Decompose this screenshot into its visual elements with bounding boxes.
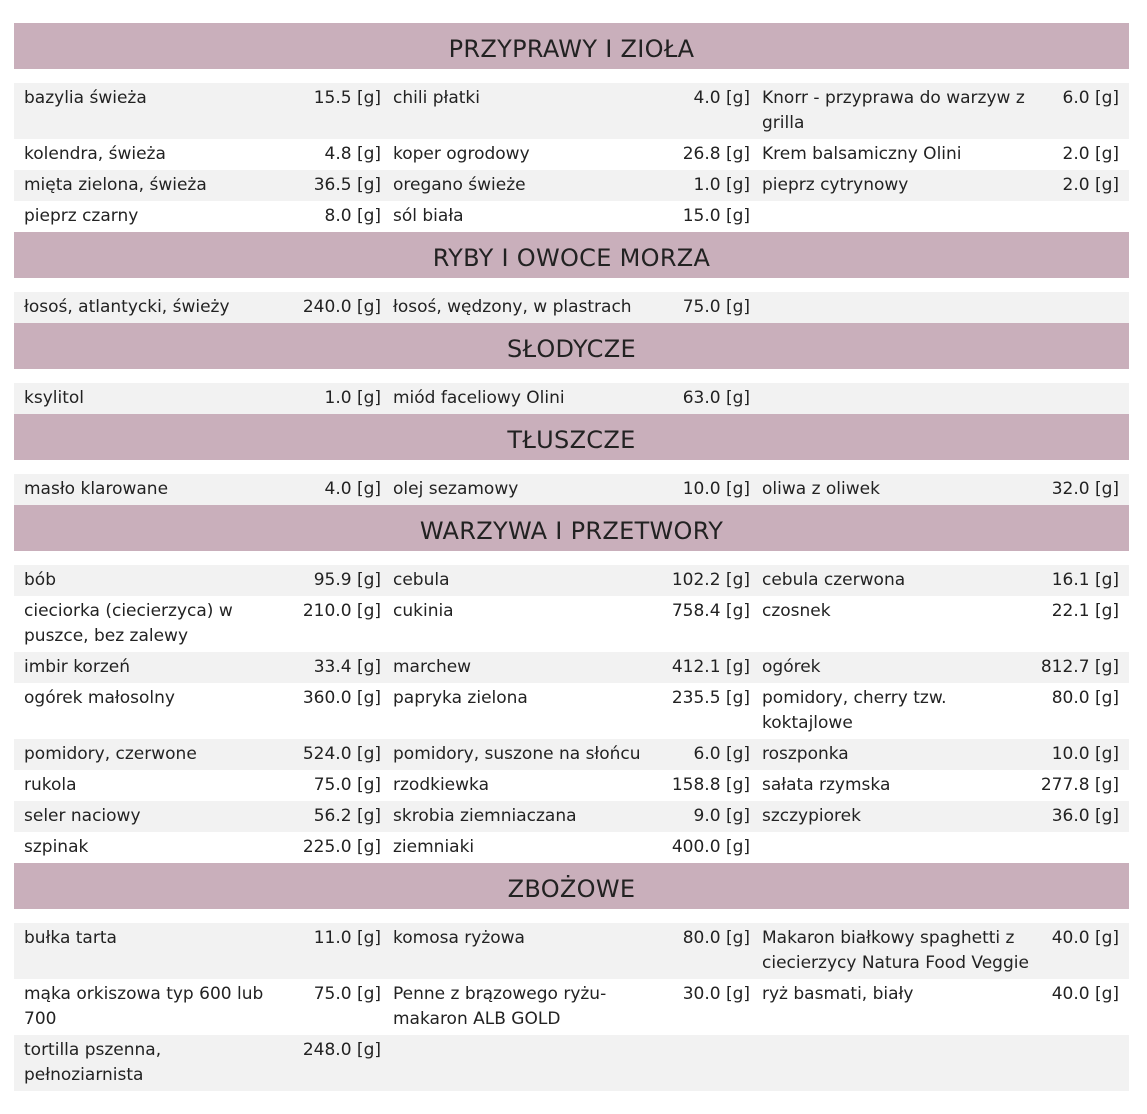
- category-title: SŁODYCZE: [507, 335, 636, 363]
- item-cell: [24, 568, 381, 593]
- item-cell: [393, 599, 750, 649]
- item-row: [14, 683, 1129, 739]
- item-row: [14, 1035, 1129, 1091]
- item-cell: [762, 386, 1119, 411]
- item-name: marchew: [393, 657, 472, 677]
- item-quantity: 30.0 [g]: [682, 984, 750, 1004]
- category-section: [14, 323, 1129, 414]
- item-cell: [24, 477, 381, 502]
- item-name: skrobia ziemniaczana: [393, 806, 577, 826]
- item-cell: [393, 1038, 750, 1088]
- item-row: [14, 770, 1129, 801]
- item-quantity: 4.0 [g]: [693, 88, 750, 108]
- item-name: szczypiorek: [762, 806, 861, 826]
- item-quantity: 75.0 [g]: [313, 984, 381, 1004]
- item-name: oliwa z oliwek: [762, 479, 880, 499]
- item-quantity: 6.0 [g]: [693, 744, 750, 764]
- item-cell: [393, 686, 750, 736]
- item-quantity: 412.1 [g]: [671, 657, 750, 677]
- item-name: imbir korzeń: [24, 657, 130, 677]
- item-name: papryka zielona: [393, 688, 528, 708]
- category-title: RYBY I OWOCE MORZA: [432, 244, 711, 272]
- item-quantity: 16.1 [g]: [1051, 570, 1119, 590]
- item-quantity: 80.0 [g]: [1051, 688, 1119, 708]
- item-row: [14, 739, 1129, 770]
- item-cell: [24, 655, 381, 680]
- category-header: [14, 863, 1129, 909]
- item-name: czosnek: [762, 601, 831, 621]
- item-name: pieprz czarny: [24, 206, 139, 226]
- item-quantity: 240.0 [g]: [302, 297, 381, 317]
- item-cell: [762, 173, 1119, 198]
- item-name: miód faceliowy Olini: [393, 388, 565, 408]
- item-name: ogórek: [762, 657, 821, 677]
- item-row: [14, 474, 1129, 505]
- item-name: łosoś, atlantycki, świeży: [24, 297, 230, 317]
- item-cell: [762, 295, 1119, 320]
- item-quantity: 11.0 [g]: [313, 928, 381, 948]
- item-cell: [393, 386, 750, 411]
- category-title: WARZYWA I PRZETWORY: [419, 517, 724, 545]
- category-header: [14, 232, 1129, 278]
- item-name: pomidory, cherry tzw. koktajlowe: [762, 688, 947, 733]
- item-quantity: 9.0 [g]: [693, 806, 750, 826]
- shopping-list: [14, 23, 1129, 1091]
- item-cell: [24, 173, 381, 198]
- item-quantity: 1.0 [g]: [324, 388, 381, 408]
- item-name: seler naciowy: [24, 806, 141, 826]
- item-cell: [762, 773, 1119, 798]
- item-name: chili płatki: [393, 88, 480, 108]
- item-row: [14, 292, 1129, 323]
- item-quantity: 4.8 [g]: [324, 144, 381, 164]
- item-row: [14, 923, 1129, 979]
- item-cell: [393, 926, 750, 976]
- item-name: oregano świeże: [393, 175, 526, 195]
- category-title: PRZYPRAWY I ZIOŁA: [448, 35, 695, 63]
- item-cell: [762, 742, 1119, 767]
- item-name: pieprz cytrynowy: [762, 175, 909, 195]
- item-cell: [24, 686, 381, 736]
- item-quantity: 80.0 [g]: [682, 928, 750, 948]
- item-quantity: 2.0 [g]: [1062, 144, 1119, 164]
- item-name: kolendra, świeża: [24, 144, 166, 164]
- item-cell: [393, 742, 750, 767]
- item-cell: [393, 568, 750, 593]
- category-header: [14, 414, 1129, 460]
- item-quantity: 10.0 [g]: [1051, 744, 1119, 764]
- item-quantity: 36.0 [g]: [1051, 806, 1119, 826]
- item-quantity: 95.9 [g]: [313, 570, 381, 590]
- item-row: [14, 383, 1129, 414]
- item-cell: [762, 804, 1119, 829]
- item-cell: [762, 477, 1119, 502]
- item-cell: [762, 686, 1119, 736]
- item-name: ziemniaki: [393, 837, 475, 857]
- item-quantity: 40.0 [g]: [1051, 984, 1119, 1004]
- item-cell: [24, 1038, 381, 1088]
- category-section: [14, 414, 1129, 505]
- item-quantity: 40.0 [g]: [1051, 928, 1119, 948]
- item-quantity: 8.0 [g]: [324, 206, 381, 226]
- category-section: [14, 23, 1129, 232]
- item-name: komosa ryżowa: [393, 928, 525, 948]
- item-cell: [762, 204, 1119, 229]
- item-name: bób: [24, 570, 56, 590]
- item-cell: [762, 568, 1119, 593]
- category-section: [14, 863, 1129, 1091]
- item-cell: [762, 1038, 1119, 1088]
- item-quantity: 235.5 [g]: [671, 688, 750, 708]
- item-name: koper ogrodowy: [393, 144, 530, 164]
- item-quantity: 33.4 [g]: [313, 657, 381, 677]
- item-name: Makaron białkowy spaghetti z ciecierzycy Natura Food Veggie: [762, 928, 1029, 973]
- item-name: sałata rzymska: [762, 775, 891, 795]
- item-cell: [393, 982, 750, 1032]
- item-name: Knorr - przyprawa do warzyw z grilla: [762, 88, 1025, 133]
- item-name: bułka tarta: [24, 928, 117, 948]
- item-cell: [24, 742, 381, 767]
- item-quantity: 15.0 [g]: [682, 206, 750, 226]
- item-name: łosoś, wędzony, w plastrach: [393, 297, 632, 317]
- item-cell: [393, 295, 750, 320]
- item-quantity: 36.5 [g]: [313, 175, 381, 195]
- item-cell: [762, 142, 1119, 167]
- item-cell: [762, 835, 1119, 860]
- item-name: ogórek małosolny: [24, 688, 175, 708]
- item-cell: [393, 477, 750, 502]
- item-cell: [393, 86, 750, 136]
- item-cell: [393, 773, 750, 798]
- item-cell: [762, 655, 1119, 680]
- item-quantity: 75.0 [g]: [313, 775, 381, 795]
- item-name: pomidory, czerwone: [24, 744, 197, 764]
- item-quantity: 360.0 [g]: [302, 688, 381, 708]
- item-name: rukola: [24, 775, 77, 795]
- item-quantity: 56.2 [g]: [313, 806, 381, 826]
- item-cell: [24, 835, 381, 860]
- category-header: [14, 323, 1129, 369]
- item-row: [14, 201, 1129, 232]
- item-row: [14, 801, 1129, 832]
- item-name: ksylitol: [24, 388, 84, 408]
- item-cell: [393, 655, 750, 680]
- category-section: [14, 505, 1129, 863]
- item-quantity: 22.1 [g]: [1051, 601, 1119, 621]
- item-cell: [24, 386, 381, 411]
- item-name: ryż basmati, biały: [762, 984, 914, 1004]
- item-name: pomidory, suszone na słońcu: [393, 744, 641, 764]
- item-quantity: 1.0 [g]: [693, 175, 750, 195]
- item-name: cieciorka (ciecierzyca) w puszce, bez zalewy: [24, 601, 233, 646]
- item-quantity: 32.0 [g]: [1051, 479, 1119, 499]
- item-name: Krem balsamiczny Olini: [762, 144, 962, 164]
- item-cell: [24, 982, 381, 1032]
- item-row: [14, 83, 1129, 139]
- item-name: cukinia: [393, 601, 454, 621]
- item-cell: [24, 599, 381, 649]
- item-name: Penne z brązowego ryżu- makaron ALB GOLD: [393, 984, 607, 1029]
- item-quantity: 6.0 [g]: [1062, 88, 1119, 108]
- item-cell: [762, 926, 1119, 976]
- item-quantity: 277.8 [g]: [1040, 775, 1119, 795]
- item-cell: [762, 86, 1119, 136]
- item-quantity: 63.0 [g]: [682, 388, 750, 408]
- item-row: [14, 596, 1129, 652]
- item-name: szpinak: [24, 837, 89, 857]
- item-cell: [24, 204, 381, 229]
- item-cell: [24, 926, 381, 976]
- item-quantity: 26.8 [g]: [682, 144, 750, 164]
- item-cell: [393, 173, 750, 198]
- item-row: [14, 979, 1129, 1035]
- item-quantity: 75.0 [g]: [682, 297, 750, 317]
- item-cell: [393, 835, 750, 860]
- item-quantity: 210.0 [g]: [302, 601, 381, 621]
- item-cell: [762, 982, 1119, 1032]
- item-quantity: 248.0 [g]: [302, 1040, 381, 1060]
- item-quantity: 10.0 [g]: [682, 479, 750, 499]
- category-header: [14, 23, 1129, 69]
- item-name: mięta zielona, świeża: [24, 175, 207, 195]
- item-row: [14, 565, 1129, 596]
- item-quantity: 158.8 [g]: [671, 775, 750, 795]
- item-cell: [393, 142, 750, 167]
- item-cell: [762, 599, 1119, 649]
- item-quantity: 758.4 [g]: [671, 601, 750, 621]
- item-name: olej sezamowy: [393, 479, 519, 499]
- category-section: [14, 232, 1129, 323]
- category-header: [14, 505, 1129, 551]
- item-quantity: 2.0 [g]: [1062, 175, 1119, 195]
- item-name: cebula: [393, 570, 450, 590]
- item-quantity: 524.0 [g]: [302, 744, 381, 764]
- item-row: [14, 832, 1129, 863]
- item-row: [14, 652, 1129, 683]
- item-name: sól biała: [393, 206, 464, 226]
- item-name: bazylia świeża: [24, 88, 147, 108]
- item-name: masło klarowane: [24, 479, 169, 499]
- category-title: ZBOŻOWE: [507, 875, 636, 903]
- item-quantity: 15.5 [g]: [313, 88, 381, 108]
- item-row: [14, 170, 1129, 201]
- item-cell: [393, 204, 750, 229]
- item-name: cebula czerwona: [762, 570, 906, 590]
- item-cell: [24, 295, 381, 320]
- item-quantity: 225.0 [g]: [302, 837, 381, 857]
- item-cell: [24, 773, 381, 798]
- item-name: mąka orkiszowa typ 600 lub 700: [24, 984, 264, 1029]
- category-title: TŁUSZCZE: [507, 426, 636, 454]
- item-quantity: 400.0 [g]: [671, 837, 750, 857]
- item-row: [14, 139, 1129, 170]
- item-cell: [24, 142, 381, 167]
- item-quantity: 4.0 [g]: [324, 479, 381, 499]
- item-cell: [393, 804, 750, 829]
- item-name: rzodkiewka: [393, 775, 489, 795]
- item-cell: [24, 86, 381, 136]
- item-quantity: 812.7 [g]: [1040, 657, 1119, 677]
- item-cell: [24, 804, 381, 829]
- item-name: roszponka: [762, 744, 849, 764]
- item-quantity: 102.2 [g]: [671, 570, 750, 590]
- item-name: tortilla pszenna, pełnoziarnista: [24, 1040, 162, 1085]
